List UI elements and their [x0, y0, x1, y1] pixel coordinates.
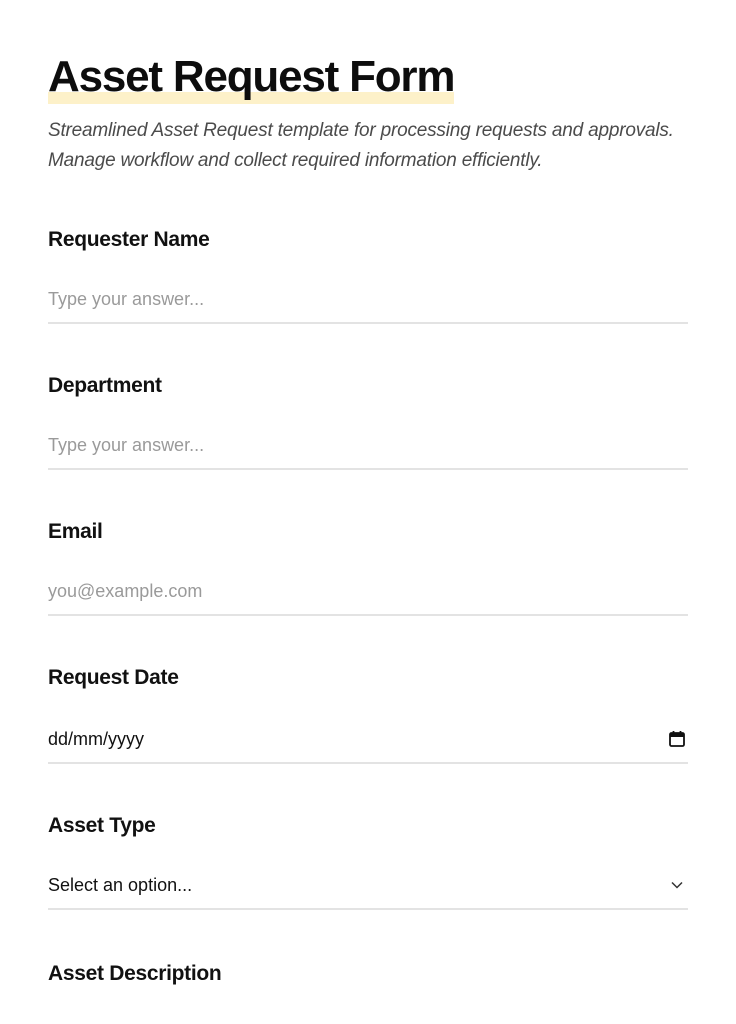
email-label: Email — [48, 520, 103, 543]
field-asset-description — [48, 960, 688, 988]
request-date-value: dd/mm/yyyy — [48, 729, 145, 749]
asset-type-value: Select an option... — [48, 875, 193, 895]
field-email — [48, 518, 688, 616]
department-input[interactable] — [48, 435, 688, 456]
form-title-wrap — [48, 50, 454, 104]
email-row — [48, 568, 688, 616]
field-asset-type — [48, 812, 688, 910]
department-row — [48, 422, 688, 470]
calendar-icon[interactable] — [666, 728, 688, 750]
page-title: Asset Request Form — [48, 52, 455, 101]
form-subtitle: Streamlined Asset Request template for processing requests and approvals. Manage workflow and collect required information efficiently. — [48, 120, 674, 171]
request-date-label: Request Date — [48, 666, 179, 689]
requester-name-row — [48, 276, 688, 324]
asset-type-label: Asset Type — [48, 814, 156, 837]
field-requester-name — [48, 226, 688, 324]
form-page — [48, 0, 688, 988]
field-request-date — [48, 664, 688, 764]
field-department — [48, 372, 688, 470]
asset-description-label: Asset Description — [48, 962, 222, 985]
requester-name-label: Requester Name — [48, 228, 210, 251]
asset-type-select[interactable] — [48, 862, 688, 910]
request-date-input[interactable] — [48, 716, 688, 764]
email-input[interactable] — [48, 581, 688, 602]
department-label: Department — [48, 374, 162, 397]
chevron-down-icon — [666, 874, 688, 896]
requester-name-input[interactable] — [48, 289, 688, 310]
